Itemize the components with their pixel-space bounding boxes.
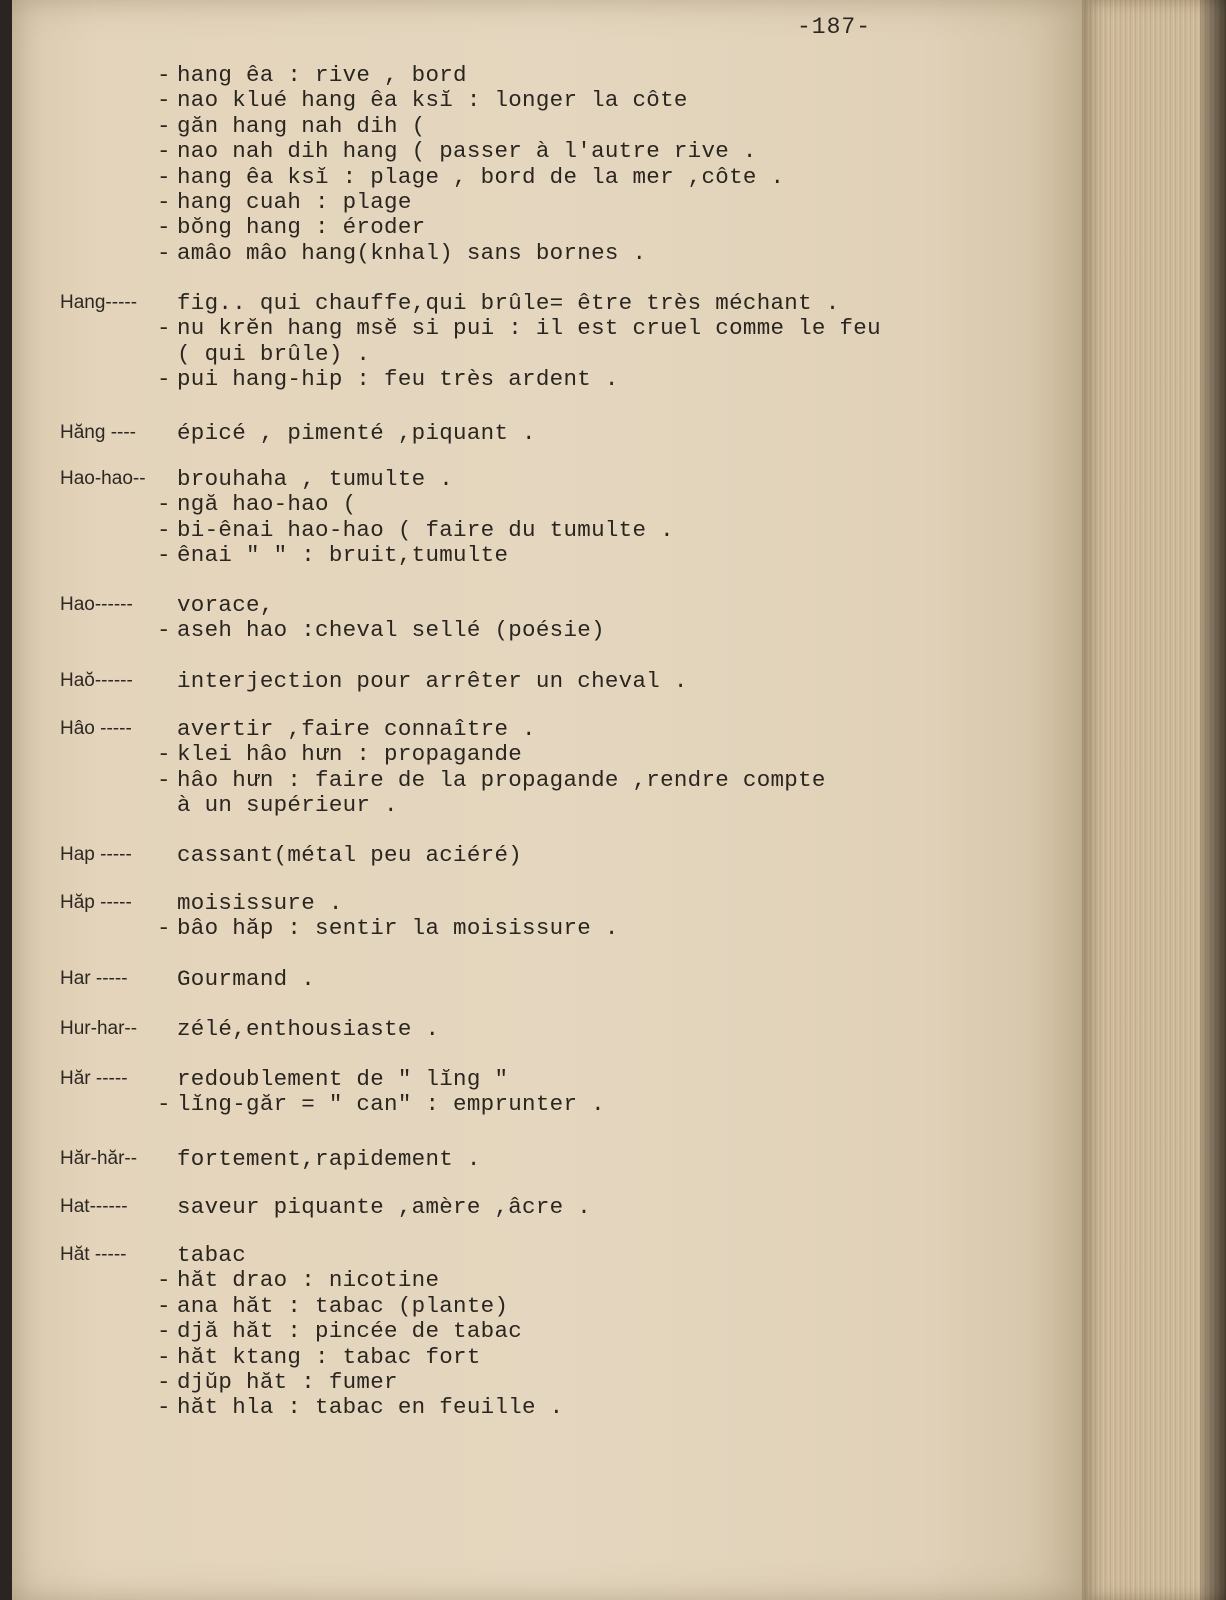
page-number: -187-: [797, 14, 872, 40]
entry-headword: Hăr -----: [60, 1068, 128, 1089]
sub-entry-line: hăt drao : nicotine: [177, 1267, 440, 1294]
entry-headword: Hăp -----: [60, 892, 132, 913]
sub-entry-dash: -: [157, 1318, 171, 1345]
entry-headword: Hăt -----: [60, 1244, 127, 1265]
sub-entry-line: bŏng hang : éroder: [177, 214, 426, 241]
entry-headword: Har -----: [60, 968, 128, 989]
sub-entry-line: pui hang-hip : feu très ardent .: [177, 366, 619, 393]
sub-entry-dash: -: [157, 1343, 171, 1370]
sub-entry-dash: -: [157, 1292, 171, 1319]
definition-line: cassant(métal peu aciéré): [177, 842, 523, 868]
sub-entry-dash: -: [157, 214, 171, 241]
definition-line: vorace,: [177, 592, 274, 618]
definition-line: ( qui brûle) .: [177, 340, 371, 367]
sub-entry-line: amâo mâo hang(knhal) sans bornes .: [177, 239, 647, 266]
definition-line: redoublement de " lĭng ": [177, 1066, 509, 1092]
sub-entry-line: nu krĕn hang msĕ si pui : il est cruel comme le feu: [177, 315, 881, 342]
entry-headword: Hat------: [60, 1196, 128, 1217]
definition-line: fortement,rapidement .: [177, 1146, 481, 1172]
definition-line: zélé,enthousiaste .: [177, 1016, 440, 1042]
sub-entry-line: hăt hla : tabac en feuille .: [177, 1394, 564, 1421]
definition-line: fig.. qui chauffe,qui brûle= être très méchant .: [177, 290, 840, 316]
sub-entry-dash: -: [157, 1369, 171, 1395]
sub-entry-dash: -: [157, 1394, 171, 1421]
definition-line: épicé , pimenté ,piquant .: [177, 420, 536, 446]
sub-entry-line: hâo hưn : faire de la propagande ,rendre compte: [177, 766, 826, 793]
sub-entry-line: djŭp hăt : fumer: [177, 1369, 398, 1395]
sub-entry-line: găn hang nah dih (: [177, 112, 426, 139]
definition-line: moisissure .: [177, 890, 343, 916]
entry-headword: Hâo -----: [60, 718, 132, 739]
definition-line: à un supérieur .: [177, 792, 398, 819]
sub-entry-line: klei hâo hưn : propagande: [177, 741, 523, 768]
sub-entry-line: ênai " " : bruit,tumulte: [177, 542, 509, 569]
sub-entry-line: bi-ênai hao-hao ( faire du tumulte .: [177, 516, 674, 543]
sub-entry-dash: -: [157, 112, 171, 139]
sub-entry-dash: -: [157, 617, 171, 644]
entry-headword: Hao-hao--: [60, 468, 146, 489]
book-page: [12, 0, 1082, 1600]
entry-headword: Hang-----: [60, 292, 138, 313]
sub-entry-dash: -: [157, 138, 171, 165]
sub-entry-dash: -: [157, 516, 171, 543]
sub-entry-line: nao nah dih hang ( passer à l'autre rive .: [177, 138, 757, 165]
sub-entry-line: hang êa ksĭ : plage , bord de la mer ,côte .: [177, 163, 785, 190]
sub-entry-dash: -: [157, 315, 171, 342]
sub-entry-dash: -: [157, 62, 171, 88]
sub-entry-line: lĭng-găr = " can" : emprunter .: [177, 1091, 605, 1118]
sub-entry-dash: -: [157, 366, 171, 393]
entry-headword: Hap -----: [60, 844, 132, 865]
entry-headword: Hur-har--: [60, 1018, 138, 1039]
sub-entry-line: ana hăt : tabac (plante): [177, 1292, 509, 1319]
definition-line: interjection pour arrêter un cheval .: [177, 668, 688, 694]
definition-line: avertir ,faire connaître .: [177, 716, 536, 742]
entry-headword: Hao------: [60, 594, 133, 615]
definition-line: tabac: [177, 1242, 247, 1268]
sub-entry-dash: -: [157, 542, 171, 569]
sub-entry-line: hang êa : rive , bord: [177, 62, 467, 88]
definition-line: brouhaha , tumulte .: [177, 466, 454, 492]
entry-headword: Haŏ------: [60, 670, 133, 691]
entry-headword: Hăr-hăr--: [60, 1148, 138, 1169]
sub-entry-line: bâo hăp : sentir la moisissure .: [177, 915, 619, 942]
definition-line: Gourmand .: [177, 966, 316, 992]
sub-entry-line: ngă hao-hao (: [177, 491, 357, 518]
sub-entry-line: nao klué hang êa ksĭ : longer la côte: [177, 87, 688, 114]
sub-entry-dash: -: [157, 766, 171, 793]
sub-entry-dash: -: [157, 239, 171, 266]
sub-entry-line: hang cuah : plage: [177, 189, 412, 215]
sub-entry-dash: -: [157, 1267, 171, 1294]
sub-entry-line: hăt ktang : tabac fort: [177, 1343, 481, 1370]
sub-entry-line: djă hăt : pincée de tabac: [177, 1318, 523, 1345]
sub-entry-dash: -: [157, 163, 171, 190]
sub-entry-line: aseh hao :cheval sellé (poésie): [177, 617, 605, 644]
sub-entry-dash: -: [157, 189, 171, 215]
definition-line: saveur piquante ,amère ,âcre .: [177, 1194, 592, 1220]
sub-entry-dash: -: [157, 87, 171, 114]
sub-entry-dash: -: [157, 1091, 171, 1118]
sub-entry-dash: -: [157, 741, 171, 768]
sub-entry-dash: -: [157, 491, 171, 518]
sub-entry-dash: -: [157, 915, 171, 942]
page-edge-shadow: [1200, 0, 1226, 1600]
entry-headword: Hăng ----: [60, 422, 137, 443]
